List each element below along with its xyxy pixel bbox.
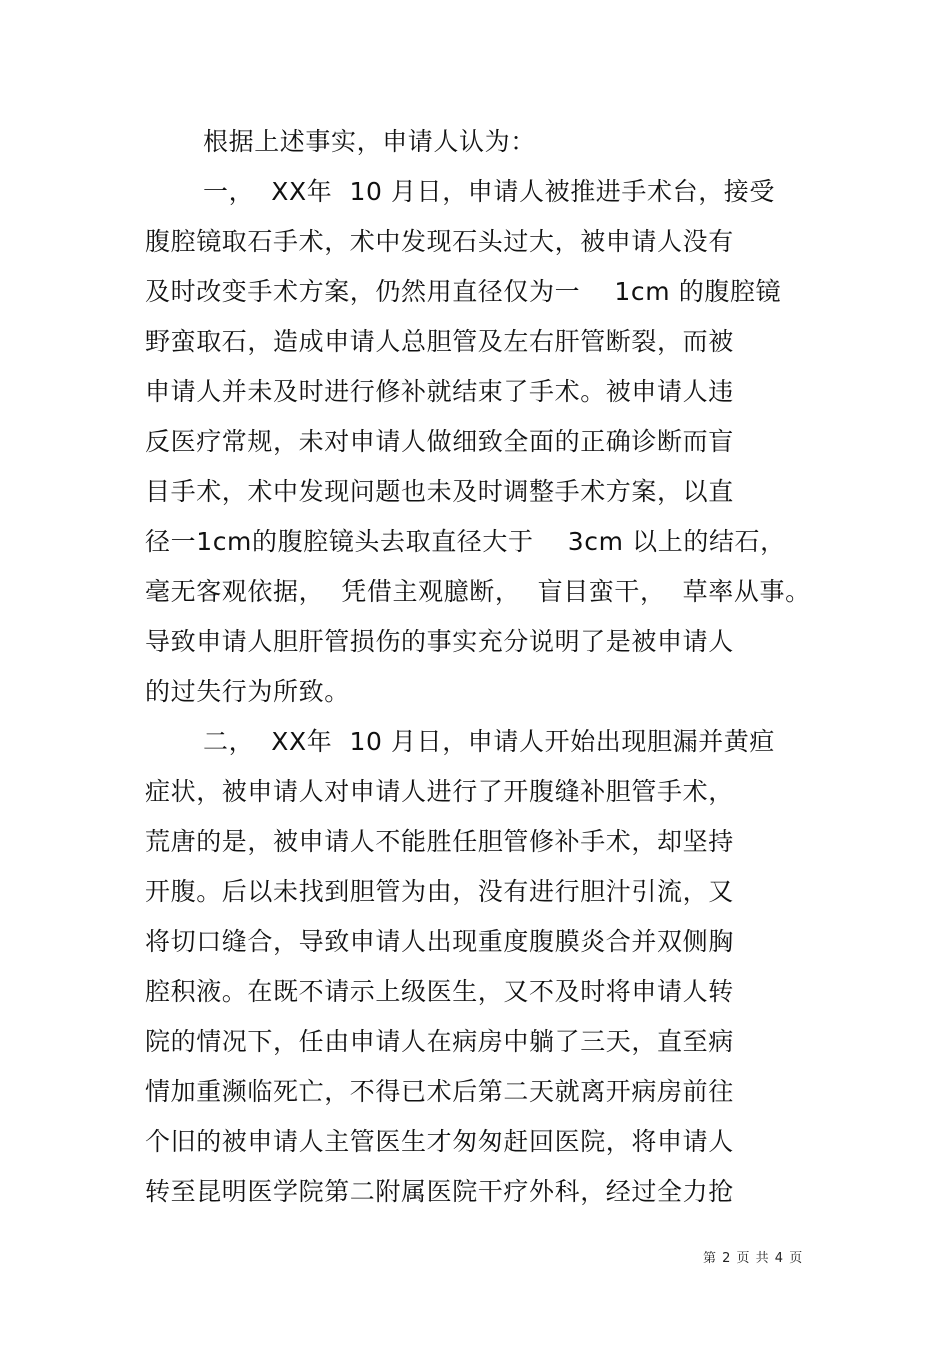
text-line-9: 径一1cm的腹腔镜头去取直径大于 3cm 以上的结石， [145,527,786,556]
text-line-17: 将切口缝合，导致申请人出现重度腹膜炎合并双侧胸 [145,927,734,956]
text-line-3: 腹腔镜取石手术，术中发现石头过大，被申请人没有 [145,227,734,256]
text-line-1: 根据上述事实，申请人认为： [203,127,536,156]
text-line-15: 荒唐的是，被申请人不能胜任胆管修补手术，却坚持 [145,827,734,856]
text-line-5: 野蛮取石，造成申请人总胆管及左右肝管断裂，而被 [145,327,734,356]
text-line-11: 导致申请人胆肝管损伤的事实充分说明了是被申请人 [145,627,734,656]
text-line-21: 个旧的被申请人主管医生才匆匆赶回医院，将申请人 [145,1127,734,1156]
text-line-10: 毫无客观依据， 凭借主观臆断， 盲目蛮干， 草率从事。 [145,577,811,606]
text-line-12: 的过失行为所致。 [145,677,350,706]
text-line-16: 开腹。后以未找到胆管为由，没有进行胆汁引流，又 [145,877,734,906]
text-line-18: 腔积液。在既不请示上级医生，又不及时将申请人转 [145,977,734,1006]
text-line-19: 院的情况下，任由申请人在病房中躺了三天，直至病 [145,1027,734,1056]
text-line-20: 情加重濒临死亡，不得已术后第二天就离开病房前往 [145,1077,734,1106]
text-line-6: 申请人并未及时进行修补就结束了手术。被申请人违 [145,377,734,406]
text-line-22: 转至昆明医学院第二附属医院干疗外科，经过全力抢 [145,1177,734,1206]
text-line-14: 症状，被申请人对申请人进行了开腹缝补胆管手术， [145,777,734,806]
text-line-7: 反医疗常规，未对申请人做细致全面的正确诊断而盲 [145,427,734,456]
page-footer: 第 2 页 共 4 页 [703,1251,804,1266]
text-line-8: 目手术，术中发现问题也未及时调整手术方案，以直 [145,477,734,506]
text-line-2: 一， XX年 10 月日，申请人被推进手术台，接受 [203,177,775,206]
text-line-13: 二， XX年 10 月日，申请人开始出现胆漏并黄疸 [203,727,775,756]
text-line-4: 及时改变手术方案，仍然用直径仅为一 1cm 的腹腔镜 [145,277,782,306]
